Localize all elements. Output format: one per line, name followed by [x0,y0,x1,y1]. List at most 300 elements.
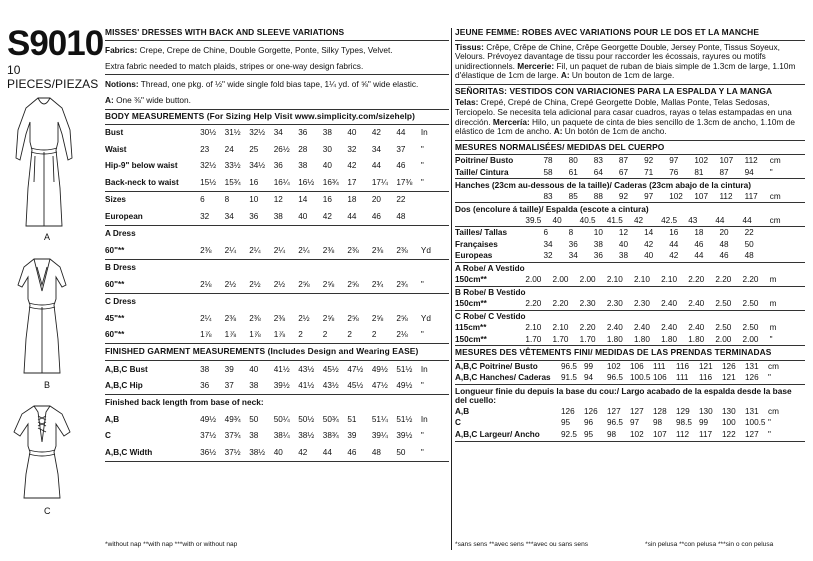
pattern-number: S9010 [7,24,104,63]
value-cell: 2.00 [742,334,759,344]
unit-cell: " [420,431,424,441]
unit-cell: " [768,373,771,383]
value-cell: 2.50 [715,299,732,309]
value-cell: 46 [371,211,381,221]
b-dress-table [105,260,449,293]
value-cell: 48 [744,251,754,261]
value-cell: 106 [630,361,644,371]
value-cell: 32½ [200,161,217,171]
value-cell: 39 [224,364,234,374]
value-cell: 44 [347,211,357,221]
value-cell: 1.70 [552,334,569,344]
table-row [105,158,449,175]
value-cell: 48 [719,239,729,249]
row-label: A,B,C Bust [105,364,148,374]
value-cell: 49½ [396,381,413,391]
table-row [105,192,449,209]
table-title-row [455,287,805,299]
value-cell: 1⅞ [249,330,261,340]
metric-finished-header: MESURES DES VÊTEMENTS FINI/ MEDIDAS DE LAS PRENDAS TERMINADAS [455,346,805,361]
metric-body-header: MESURES NORMALISÉES/ MEDIDAS DEL CUERPO [455,141,805,156]
figure-c-label: C [44,506,51,516]
value-cell: 2⅛ [200,279,212,289]
value-cell: 14 [644,228,654,238]
value-cell: 2½ [249,279,261,289]
merceria-a-label: A: [553,126,563,137]
value-cell: 131 [745,361,759,371]
value-cell: 36½ [200,447,217,457]
unit-cell: Yd [420,313,431,323]
row-label: 150cm** [455,299,487,309]
value-cell: 44 [715,215,725,225]
value-cell: 34 [371,144,381,154]
value-cell: 107 [694,191,709,201]
value-cell: 1.80 [633,334,650,344]
fabrics-text: Crepe, Crepe de Chine, Double Gorgette, Ponte, Silky Types, Velvet. [137,44,393,55]
hanches-table [455,191,805,203]
value-cell: 36 [200,381,210,391]
row-label: Waist [105,144,127,154]
table-row [455,429,805,441]
value-cell: 36 [273,161,283,171]
unit-cell: " [769,334,773,344]
value-cell: 32 [200,211,210,221]
value-cell: 128 [653,406,667,416]
table-row [105,310,449,327]
a-dress-table [105,226,449,259]
value-cell: 91.5 [561,373,577,383]
value-cell: 2 [371,330,377,340]
value-cell: 2⅝ [322,313,335,323]
value-cell: 2.20 [525,299,542,309]
value-cell: 81 [694,167,704,177]
value-cell: 20 [371,195,381,205]
value-cell: 88 [593,191,603,201]
value-cell: 23 [200,144,210,154]
unit-cell: m [769,299,777,309]
value-cell: 36 [593,251,603,261]
value-cell: 127 [607,406,621,416]
value-cell: 1.80 [688,334,705,344]
value-cell: 1⅞ [200,330,212,340]
value-cell: 38¼ [273,431,290,441]
unit-cell: " [420,330,424,340]
value-cell: 43 [688,215,698,225]
value-cell: 2.40 [688,299,705,309]
value-cell: 39.5 [525,215,542,225]
value-cell: 2.10 [606,275,623,285]
value-cell: 25 [249,144,259,154]
value-cell: 92 [618,191,629,201]
value-cell: 2⅝ [322,279,335,289]
value-cell: 50¼ [273,414,290,424]
unit-cell [770,239,805,251]
extra-fabric-text: Extra fabric needed to match plaids, stripes or one-way design fabrics. [105,60,364,71]
value-cell: 2.40 [688,323,705,333]
value-cell: 40 [644,251,654,261]
value-cell: 117 [699,429,713,439]
unit-cell: " [768,429,771,439]
value-cell: 43½ [322,381,339,391]
value-cell: 38¾ [322,431,339,441]
hanches-label: Hanches (23cm au-dessous de la taille)/ Caderas (23cm abajo de la cintura) [455,180,752,191]
value-cell: 2⅜ [200,245,212,255]
longueur-table [455,406,805,441]
fabrics-label: Fabrics: [105,44,138,55]
spanish-footnote: *sin pelusa **con pelusa ***sin o con pelusa [645,541,774,548]
finished-table [105,361,449,394]
row-label: Françaises [455,239,498,249]
value-cell: 2.50 [742,323,759,333]
value-cell: 40 [249,364,259,374]
value-cell: 43½ [298,364,315,374]
value-cell: 2.10 [552,323,569,333]
value-cell: 28 [298,144,308,154]
value-cell: 2.10 [661,275,678,285]
mercerie-text: Fil, un paquet de ruban de biais simple de 1.3cm de large, 1.10m d'élastique de 1cm de large. [455,60,796,81]
value-cell: 2⅜ [322,245,335,255]
value-cell: 17⅜ [396,177,413,187]
value-cell: 36 [249,211,259,221]
table-row [455,418,805,430]
value-cell: 38 [593,239,603,249]
spanish-block [455,96,805,140]
unit-cell: " [768,418,771,428]
spanish-title: SEÑORITAS: VESTIDOS CON VARIACIONES PARA LA ESPALDA Y LA MANGA [455,85,773,96]
value-cell: 38½ [249,447,266,457]
table-row [455,334,805,346]
value-cell: 129 [676,406,690,416]
value-cell: 42 [322,211,332,221]
body-measurements-table [105,125,449,191]
value-cell: 102 [630,429,644,439]
value-cell: 2⅜ [371,245,384,255]
english-column [105,28,449,462]
mercerie-label: Mercerie: [517,60,555,71]
value-cell: 18 [694,228,704,238]
value-cell: 98.5 [676,418,692,428]
value-cell: 2.20 [715,275,732,285]
value-cell: 127 [745,429,759,439]
value-cell: 2¾ [371,279,384,289]
value-cell: 22 [744,228,754,238]
row-label: 115cm** [455,323,487,333]
value-cell: 2½ [273,279,286,289]
value-cell: 8 [224,195,230,205]
value-cell: 2 [347,330,352,340]
row-label: 150cm** [455,275,487,285]
back-length-table [105,411,449,461]
unit-cell: In [420,364,428,374]
value-cell: 20 [719,228,729,238]
value-cell: 102 [607,361,621,371]
value-cell: 18 [347,195,357,205]
back-length-header: Finished back length from base of neck: [105,397,264,408]
value-cell: 100.5 [745,418,766,428]
longueur-label: Longueur finie du depuis la base du cou:/ Largo acabado de la espalda desde la base del cuello: [455,385,792,406]
value-cell: 2.50 [742,299,759,309]
value-cell: 2.50 [715,323,732,333]
tissus-label: Tissus: [455,41,484,52]
value-cell: 97 [669,156,679,166]
row-label: Europeas [455,251,493,261]
value-cell: 39 [347,431,357,441]
unit-cell: m [769,275,777,285]
table-title-row [455,311,805,323]
value-cell: 38 [618,251,629,261]
table-row [455,250,805,262]
value-cell: 38 [298,161,308,171]
table-row [455,322,805,334]
value-cell: 44 [669,239,679,249]
value-cell: 111 [653,361,666,371]
value-cell: 39¼ [371,431,388,441]
unit-cell: " [420,447,424,457]
value-cell: 2.10 [525,323,542,333]
unit-cell: m [769,323,777,333]
value-cell: 111 [676,373,689,383]
value-cell: 130 [722,406,736,416]
value-cell: 41.5 [606,215,623,225]
value-cell: 34½ [249,161,266,171]
table-row [455,239,805,251]
unit-cell: " [420,144,424,154]
value-cell: 117 [744,191,758,201]
value-cell: 33½ [224,161,241,171]
dos-table [455,215,805,227]
value-cell: 2⅜ [224,313,237,323]
value-cell: 22 [396,195,406,205]
unit-cell [421,208,449,225]
value-cell: 50½ [298,414,315,424]
value-cell: 92 [644,156,654,166]
value-cell: 116 [699,373,713,383]
value-cell: 50 [249,414,259,424]
value-cell: 112 [719,191,733,201]
value-cell: 42 [644,239,654,249]
value-cell: 51 [347,414,357,424]
value-cell: 36 [298,128,308,138]
value-cell: 49¾ [224,414,241,424]
table-row [105,327,449,344]
mercerie-a-text: Un bouton de 1cm de large. [569,70,675,81]
value-cell: 42 [371,128,381,138]
table-row [105,444,449,461]
value-cell: 1.80 [606,334,623,344]
value-cell: 2⅝ [347,279,359,289]
value-cell: 99 [584,361,594,371]
value-cell: 80 [568,156,578,166]
value-cell: 45½ [347,381,364,391]
value-cell: 2.20 [552,299,569,309]
value-cell: 32 [347,144,357,154]
value-cell: 94 [744,167,754,177]
value-cell: 34 [273,128,283,138]
unit-cell: cm [769,215,781,225]
value-cell: 24 [224,144,234,154]
value-cell: 92.5 [561,429,577,439]
row-label: Hip-9" below waist [105,161,178,171]
french-title: JEUNE FEMME: ROBES AVEC VARIATIONS POUR LE DOS ET LA MANCHE [455,28,805,41]
value-cell: 26½ [273,144,290,154]
column-divider [451,28,452,550]
value-cell: 49½ [371,364,388,374]
value-cell: 16¼ [273,177,290,187]
value-cell: 10 [249,195,259,205]
value-cell: 2.30 [579,299,596,309]
value-cell: 17¼ [371,177,388,187]
section-title: C Robe/ C Vestido [455,311,526,321]
figure-a-label: A [44,232,51,242]
value-cell: 99 [699,418,709,428]
value-cell: 2⅜ [347,245,359,255]
dress-b-illustration [10,255,74,377]
value-cell: 96.5 [607,373,623,383]
value-cell: 14 [298,195,308,205]
value-cell: 16 [322,195,332,205]
figure-b-label: B [44,380,51,390]
row-label: Taille/ Cintura [455,167,509,177]
row-label: 150cm** [455,334,487,344]
value-cell: 83 [543,191,553,201]
row-label: C [455,418,461,428]
table-row [105,428,449,445]
value-cell: 37½ [224,447,241,457]
body-measurements-header: BODY MEASUREMENTS (For Sizing Help Visit www.simplicity.com/sizehelp) [105,110,449,125]
value-cell: 61 [568,167,578,177]
row-label: A,B,C Hanches/ Caderas [455,373,551,383]
value-cell: 12 [618,228,629,238]
value-cell: 2⅝ [396,313,408,323]
value-cell: 16 [249,177,259,187]
value-cell: 127 [630,406,644,416]
value-cell: 121 [699,361,713,371]
value-cell: 2½ [298,313,310,323]
value-cell: 40.5 [579,215,596,225]
value-cell: 44 [396,128,406,138]
value-cell: 46 [396,161,406,171]
value-cell: 44 [742,215,752,225]
value-cell: 96.5 [607,418,623,428]
merceria-label: Mercería: [492,116,530,127]
table-row [455,155,805,167]
row-label: Bust [105,128,124,138]
table-row [105,276,449,293]
value-cell: 37¾ [224,431,241,441]
value-cell: 41½ [273,364,290,374]
value-cell: 96 [584,418,594,428]
pieces-count: 10 PIECES/PIEZAS [7,63,99,92]
row-label: Sizes [105,195,126,205]
table-row [105,411,449,428]
value-cell: 2.10 [633,275,650,285]
value-cell: 48 [371,447,381,457]
value-cell: 40 [322,161,332,171]
section-title: A Robe/ A Vestido [455,263,525,273]
value-cell: 2¾ [396,279,408,289]
tailles-table [455,227,805,262]
value-cell: 2.00 [579,275,596,285]
value-cell: 2.40 [606,323,623,333]
value-cell: 42 [347,161,357,171]
value-cell: 46 [347,447,357,457]
table-row [455,191,805,203]
value-cell: 1⅞ [273,330,286,340]
value-cell: 102 [694,156,709,166]
telas-text: Crepé, Crepé de China, Crepé Georgette Doble, Mallas Ponte, Telas Sedosas, Terciopelo. Se necesita tela adicional para casar cuadros, rayas o telas estampadas en una dirección. [455,97,792,127]
value-cell: 2⅝ [347,313,359,323]
row-label: 60"** [105,245,125,255]
value-cell: 15½ [200,177,217,187]
unit-cell: " [420,279,424,289]
value-cell: 38 [249,381,259,391]
value-cell: 34 [568,251,578,261]
value-cell: 36 [568,239,578,249]
dress-a-illustration [12,92,76,232]
value-cell: 30 [322,144,332,154]
value-cell: 15¾ [224,177,241,187]
row-label [455,215,525,227]
row-label: European [105,211,143,221]
value-cell: 64 [593,167,603,177]
table-title-row [455,263,805,275]
robe-a-table [455,263,805,286]
value-cell: 6 [200,195,205,205]
value-cell: 40 [618,239,629,249]
value-cell: 16½ [298,177,315,187]
value-cell: 16 [669,228,679,238]
table-row [105,242,449,259]
value-cell: 49½ [200,414,217,424]
value-cell: 87 [719,167,729,177]
section-title: A Dress [105,229,136,239]
value-cell: 1⅞ [224,330,237,340]
value-cell: 58 [543,167,553,177]
unit-cell: cm [768,406,779,416]
row-label: A,B [105,414,120,424]
section-title: C Dress [105,297,136,307]
value-cell: 2¼ [200,313,212,323]
value-cell: 47½ [347,364,364,374]
value-cell: 131 [745,406,759,416]
value-cell: 1.80 [661,334,678,344]
value-cell: 126 [584,406,598,416]
value-cell: 50 [396,447,406,457]
metric-body-table [455,155,805,178]
value-cell: 126 [722,361,736,371]
table-row [105,378,449,395]
table-title-row [105,260,449,277]
row-label: Back-neck to waist [105,177,179,187]
value-cell: 39½ [396,431,413,441]
unit-cell [421,192,449,209]
table-row [105,361,449,378]
value-cell: 50¾ [322,414,339,424]
row-label: Poitrine/ Busto [455,156,514,166]
section-title: B Robe/ B Vestido [455,287,526,297]
english-title: MISSES' DRESSES WITH BACK AND SLEEVE VARIATIONS [105,28,449,41]
fabrics-block [105,41,449,76]
value-cell: 83 [593,156,603,166]
value-cell: 2⅜ [396,245,408,255]
value-cell: 107 [719,156,734,166]
value-cell: 12 [273,195,283,205]
value-cell: 126 [561,406,575,416]
value-cell: 2.20 [579,323,596,333]
value-cell: 95 [584,429,594,439]
unit-cell: Yd [420,245,431,255]
value-cell: 100.5 [630,373,651,383]
